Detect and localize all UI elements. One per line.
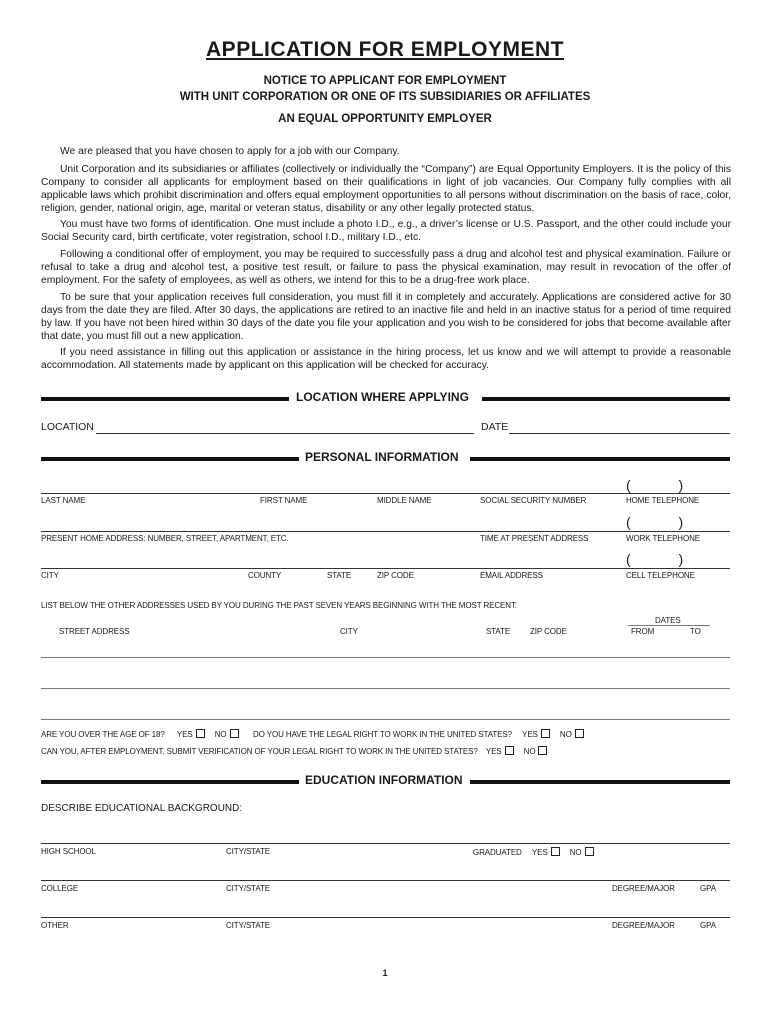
graduated-no-label: NO [569, 848, 582, 857]
email-label: EMAIL ADDRESS [480, 571, 543, 580]
page-number: 1 [382, 968, 388, 978]
zip-label: ZIP CODE [377, 571, 414, 580]
verification-question [41, 746, 547, 756]
date-label: DATE [481, 421, 509, 433]
location-field[interactable] [96, 433, 474, 434]
notice-company: WITH UNIT CORPORATION OR ONE OF ITS SUBSIDIARIES OR AFFILIATES [179, 91, 591, 103]
eoe-paragraph: Unit Corporation and its subsidiaries or affiliates (collectively or individually the “Company”) are Equal Opportunity Employers. It is the policy of this Company to consider all applicants for employment based on their qualifications in light of job vacancies. Our Company fully complies with all applicable laws which prohibit discrimination and offers equal employment opportunities to all persons without discrimination on the basis of race, color, religion, gender, national origin, age, marital or veteran status, disability or any other legally protected status. [41, 164, 731, 215]
dates-underline [628, 625, 710, 626]
college-label: COLLEGE [41, 884, 79, 893]
dates-label: DATES [655, 616, 681, 625]
graduated-yes-checkbox[interactable] [551, 847, 560, 856]
verification-no-checkbox[interactable] [538, 746, 547, 755]
date-field[interactable] [509, 433, 730, 434]
verification-yes-checkbox[interactable] [505, 746, 514, 755]
college-field[interactable] [41, 880, 730, 881]
work-phone-area-code: ( ) [626, 514, 706, 530]
consideration-paragraph: To be sure that your application receives full consideration, you must fill it in completely and accurately. Applications are considered active for 30 days from the date they are filed. After 30 days, the applications are retired to an inactive file and held in an inactive status for a period of time required by law. If you have not been hired within 30 days of the date you file your application and you wish to be considered for jobs that become available after that date, you must fill out a new application. [41, 292, 731, 343]
high-school-label: HIGH SCHOOL [41, 847, 96, 856]
intro-paragraph: We are pleased that you have chosen to apply for a job with our Company. [60, 146, 400, 157]
age-no-label: NO [214, 730, 227, 739]
verification-no-label: NO [523, 747, 536, 756]
legal-right-question-text: DO YOU HAVE THE LEGAL RIGHT TO WORK IN THE UNITED STATES? [253, 730, 512, 739]
other-degree-label: DEGREE/MAJOR [612, 921, 675, 930]
county-label: COUNTY [248, 571, 282, 580]
legal-right-no-label: NO [559, 730, 572, 739]
graduated-no-checkbox[interactable] [585, 847, 594, 856]
cell-phone-label: CELL TELEPHONE [626, 571, 695, 580]
notice-eoe: AN EQUAL OPPORTUNITY EMPLOYER [278, 113, 492, 125]
high-school-city-state-label: CITY/STATE [226, 847, 271, 856]
section-bar-right [470, 457, 730, 461]
verification-question-text: CAN YOU, AFTER EMPLOYMENT, SUBMIT VERIFICATION OF YOUR LEGAL RIGHT TO WORK IN THE UNITED STATES? [41, 747, 478, 756]
other-city-label: CITY [340, 627, 358, 636]
other-state-label: STATE [486, 627, 511, 636]
street-address-label: STREET ADDRESS [59, 627, 130, 636]
age-yes-label: YES [176, 730, 193, 739]
other-address-line-3[interactable] [41, 719, 730, 720]
other-address-line-2[interactable] [41, 688, 730, 689]
age-question-text: ARE YOU OVER THE AGE OF 18? [41, 730, 165, 739]
legal-right-yes-checkbox[interactable] [541, 729, 550, 738]
graduated-label: GRADUATED [473, 848, 522, 857]
other-education-label: OTHER [41, 921, 69, 930]
section-bar-right [482, 397, 730, 401]
page-title: APPLICATION FOR EMPLOYMENT [206, 38, 564, 61]
time-at-address-label: TIME AT PRESENT ADDRESS [480, 534, 589, 543]
graduated-yes-label: YES [531, 848, 548, 857]
city-row-field[interactable] [41, 568, 730, 569]
middle-name-label: MIDDLE NAME [377, 496, 432, 505]
other-addresses-instruction: LIST BELOW THE OTHER ADDRESSES USED BY YOU DURING THE PAST SEVEN YEARS BEGINNING WITH THE MOST RECENT: [41, 601, 517, 610]
from-label: FROM [631, 627, 655, 636]
identification-paragraph: You must have two forms of identification. One must include a photo I.D., e.g., a driver’s license or U.S. Passport, and the other could include your Social Security card, birth certificate, voter registration, school I.D., military I.D., etc. [41, 219, 731, 244]
other-zip-label: ZIP CODE [530, 627, 567, 636]
address-label: PRESENT HOME ADDRESS: NUMBER, STREET, APARTMENT, ETC. [41, 534, 289, 543]
drug-test-paragraph: Following a conditional offer of employment, you may be required to successfully pass a drug and alcohol test and physical examination. Failure or refusal to take a drug and alcohol test, a positive test result, or failure to pass the physical examination, may result in revocation of the offer of employment. For the safety of employees, as well as others, we intend for this to be a drug-free work place. [41, 249, 731, 287]
address-row-field[interactable] [41, 531, 730, 532]
education-describe-label: DESCRIBE EDUCATIONAL BACKGROUND: [41, 803, 243, 814]
age-no-checkbox[interactable] [230, 729, 239, 738]
legal-right-no-checkbox[interactable] [575, 729, 584, 738]
other-education-field[interactable] [41, 917, 730, 918]
college-city-state-label: CITY/STATE [226, 884, 271, 893]
last-name-label: LAST NAME [41, 496, 86, 505]
other-city-state-label: CITY/STATE [226, 921, 271, 930]
state-label: STATE [327, 571, 352, 580]
location-section-title: LOCATION WHERE APPLYING [296, 390, 469, 404]
college-degree-label: DEGREE/MAJOR [612, 884, 675, 893]
section-bar-right [470, 780, 730, 784]
to-label: TO [690, 627, 701, 636]
college-gpa-label: GPA [700, 884, 717, 893]
name-row-field[interactable] [41, 493, 730, 494]
other-address-line-1[interactable] [41, 657, 730, 658]
city-label: CITY [41, 571, 59, 580]
personal-section-title: PERSONAL INFORMATION [305, 450, 459, 464]
graduated-question [473, 847, 594, 857]
age-yes-checkbox[interactable] [196, 729, 205, 738]
home-phone-area-code: ( ) [626, 477, 706, 493]
notice-heading: NOTICE TO APPLICANT FOR EMPLOYMENT [263, 75, 507, 87]
location-label: LOCATION [41, 421, 94, 433]
section-bar-left [41, 457, 299, 461]
first-name-label: FIRST NAME [260, 496, 308, 505]
work-phone-label: WORK TELEPHONE [626, 534, 701, 543]
assistance-paragraph: If you need assistance in filling out this application or assistance in the hiring process, let us know and we will attempt to provide a reasonable accommodation. All statements made by applicant on this application will be checked for accuracy. [41, 347, 731, 372]
verification-yes-label: YES [485, 747, 502, 756]
ssn-label: SOCIAL SECURITY NUMBER [480, 496, 587, 505]
home-phone-label: HOME TELEPHONE [626, 496, 700, 505]
legal-right-yes-label: YES [522, 730, 538, 739]
other-gpa-label: GPA [700, 921, 717, 930]
cell-phone-area-code: ( ) [626, 551, 706, 567]
high-school-field[interactable] [41, 843, 730, 844]
age-question [41, 729, 239, 739]
section-bar-left [41, 397, 289, 401]
education-section-title: EDUCATION INFORMATION [305, 773, 463, 787]
legal-right-question [253, 729, 584, 739]
section-bar-left [41, 780, 299, 784]
